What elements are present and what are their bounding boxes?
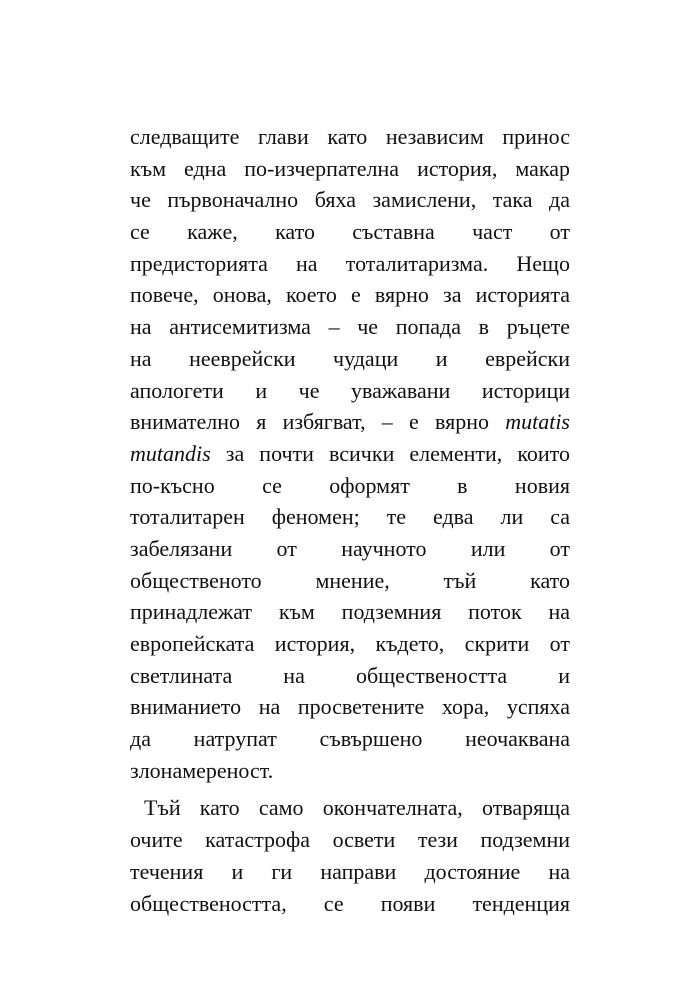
text-line: общественото мнение, тъй като	[130, 567, 570, 593]
text-line-main: за почти всички елементи, които	[225, 440, 570, 466]
text-line: злонамереност.	[130, 757, 274, 783]
text-line: следващите глави като независим принос	[130, 124, 570, 149]
text-line: на нееврейски чудаци и еврейски	[130, 345, 570, 371]
text-line: забелязани от научното или от	[130, 535, 570, 561]
text-line: апологети и че уважавани историци	[130, 377, 570, 403]
text-line: повече, онова, което е вярно за историята	[130, 282, 570, 308]
text-line: принадлежат към подземния поток на	[130, 599, 570, 625]
text-line-main: внимателно я избягват, – е вярно	[130, 409, 489, 435]
text-line: Тъй като само окончателната, отваряща	[144, 795, 570, 821]
italic-term: mutatis	[505, 409, 570, 435]
text-line: да натрупат съвършено неочаквана	[130, 726, 570, 752]
text-line: европейската история, където, скрити от	[130, 631, 570, 656]
body-text	[130, 121, 570, 919]
text-line: очите катастрофа освети тези подземни	[130, 827, 570, 853]
text-line: към една по-изчерпателна история, макар	[130, 155, 570, 181]
text-line	[130, 438, 570, 470]
italic-term: mutandis	[130, 440, 211, 466]
text-line	[130, 406, 570, 438]
text-line: се кажe, като съставна част от	[130, 219, 570, 245]
text-line: на антисемитизма – че попада в ръцете	[130, 314, 570, 340]
text-line: предисторията на тоталитаризма. Нещо	[130, 250, 570, 276]
text-line: по-късно се оформят в новия	[130, 472, 570, 498]
text-line: че първоначално бяха замислени, така да	[130, 187, 570, 213]
text-line: тоталитарен феномен; те едва ли са	[130, 504, 570, 530]
text-line: вниманието на просветените хора, успяха	[130, 694, 570, 720]
text-line: течения и ги направи достояние на	[130, 858, 570, 884]
text-line: светлината на обществеността и	[130, 662, 570, 688]
text-line: обществеността, се появи тенденция	[130, 890, 570, 916]
